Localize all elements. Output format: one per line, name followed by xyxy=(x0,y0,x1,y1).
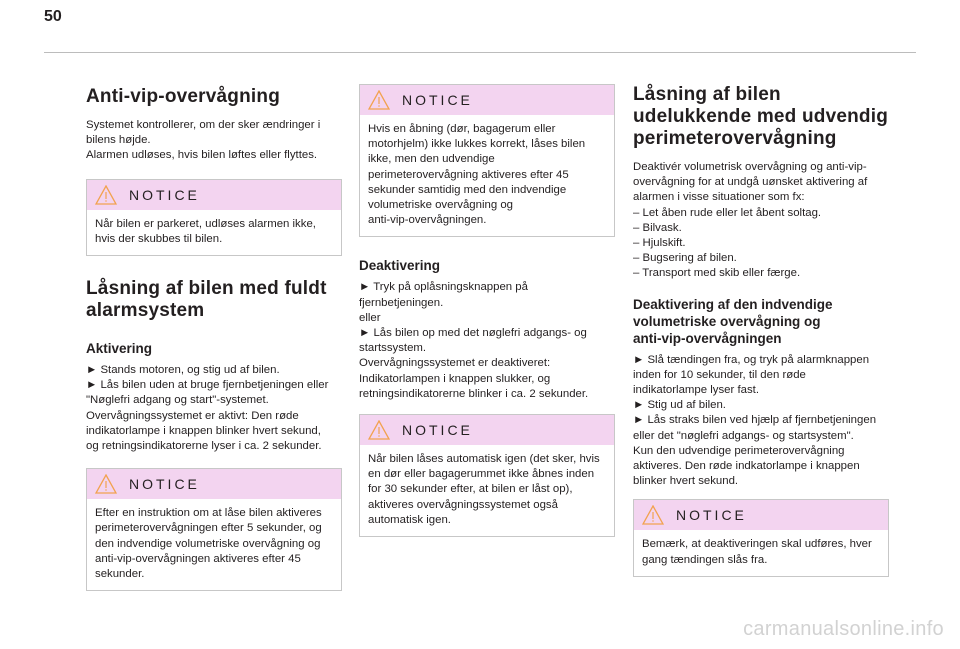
paragraph xyxy=(86,118,342,164)
text-line: blinker hvert sekund. xyxy=(633,475,739,488)
notice-title: NOTICE xyxy=(402,422,473,439)
subheading-activation: Aktivering xyxy=(86,341,153,357)
title-line: perimeterovervågning xyxy=(633,128,837,149)
paragraph xyxy=(633,353,889,490)
text-line: aktiveres overvågningssystemet også xyxy=(368,498,558,511)
text-line: Kun den udvendige perimeterovervågning xyxy=(633,444,845,457)
list-item: – Bugsering af bilen. xyxy=(633,252,737,265)
section-title-anti-vip: Anti-vip-overvågning xyxy=(86,86,281,107)
notice-box xyxy=(359,84,615,237)
paragraph xyxy=(359,280,615,402)
text-line: startssystem. xyxy=(359,342,427,355)
text-line: gang tændingen slås fra. xyxy=(642,553,768,566)
text-line: sekunder samtidig med den indvendige xyxy=(368,183,567,196)
title-line: Deaktivering af den indvendige xyxy=(633,296,833,312)
notice-header xyxy=(360,85,614,115)
text-line: overvågning for at undgå uønsket aktivering af xyxy=(633,176,868,189)
text-line: aktiveres. Den røde indkatorlampe i knappen xyxy=(633,460,860,473)
notice-box xyxy=(359,414,615,537)
text-line: volumetriske overvågning og xyxy=(368,199,513,212)
column-3 xyxy=(633,84,889,591)
text-line: Deaktivér volumetrisk overvågning og anti-vip- xyxy=(633,161,867,173)
text-line: indikatorlampe lyser fast. xyxy=(633,384,759,397)
text-line: og retningsindikatorerne lyser i ca. 2 sekunder. xyxy=(86,440,322,453)
text-line: fjernbetjeningen. xyxy=(359,296,444,309)
warning-icon xyxy=(368,420,390,440)
text-line: den indvendige volumetriske overvågning og xyxy=(95,537,321,550)
text-line: motorhjelm) ikke lukkes korrekt, låses bilen xyxy=(368,138,586,151)
paragraph xyxy=(633,160,889,282)
column-1 xyxy=(86,86,342,605)
title-line: Låsning af bilen med fuldt xyxy=(86,278,327,300)
text-line: ► Stig ud af bilen. xyxy=(633,399,726,412)
text-line: perimeterovervågningen efter 5 sekunder, og xyxy=(95,522,322,535)
column-2 xyxy=(359,74,615,551)
notice-text xyxy=(87,499,341,590)
text-line: ► Tryk på oplåsningsknappen på xyxy=(359,281,528,294)
warning-icon xyxy=(368,90,390,110)
notice-header xyxy=(634,500,888,530)
notice-text xyxy=(634,530,888,575)
notice-header xyxy=(360,415,614,445)
text-line: inden for 10 sekunder, til den røde xyxy=(633,368,806,381)
text-line: retningsindikatorerne blinker i ca. 2 sekunder. xyxy=(359,387,589,400)
title-line: udelukkende med udvendig xyxy=(633,106,889,127)
text-line: Alarmen udløses, hvis bilen løftes eller flyttes. xyxy=(86,149,318,162)
text-line: sekunder. xyxy=(95,568,145,581)
list-item: – Transport med skib eller færge. xyxy=(633,267,801,280)
watermark: carmanualsonline.info xyxy=(743,618,944,640)
header-rule xyxy=(44,52,916,53)
text-line: eller det "nøglefri adgangs- og startsystem". xyxy=(633,429,854,442)
title-line: alarmsystem xyxy=(86,300,205,322)
notice-header xyxy=(87,469,341,499)
warning-icon xyxy=(95,185,117,205)
title-line: Låsning af bilen xyxy=(633,84,781,105)
text-line: ► Lås bilen uden at bruge fjernbetjeningen eller xyxy=(86,379,329,392)
notice-text xyxy=(87,210,341,255)
notice-header xyxy=(87,180,341,210)
text-line: anti-vip-overvågningen. xyxy=(368,214,487,227)
notice-title: NOTICE xyxy=(129,476,200,493)
notice-box xyxy=(86,468,342,591)
text-line: Overvågningssystemet er deaktiveret: xyxy=(359,357,551,370)
text-line: alarmen i visse situationer som fx: xyxy=(633,191,805,204)
page-number: 50 xyxy=(44,8,62,25)
text-line: ► Lås bilen op med det nøglefri adgangs- og xyxy=(359,327,587,340)
text-line: ► Slå tændingen fra, og tryk på alarmknappen xyxy=(633,353,870,366)
notice-text xyxy=(360,115,614,236)
list-item: – Let åben rude eller let åbent soltag. xyxy=(633,206,822,219)
notice-title: NOTICE xyxy=(676,507,747,524)
title-line: volumetriske overvågning og xyxy=(633,313,821,329)
text-line: indikatorlampe i knappen blinker hvert sekund, xyxy=(86,424,321,437)
section-title-full-alarm xyxy=(86,278,342,322)
section-title-perimeter xyxy=(633,84,889,150)
text-line: bilens højde. xyxy=(86,134,151,147)
text-line: Når bilen er parkeret, udløses alarmen ikke, xyxy=(95,217,316,230)
text-line: eller xyxy=(359,311,381,324)
text-line: Systemet kontrollerer, om der sker ændringer i xyxy=(86,119,321,131)
notice-box xyxy=(86,179,342,256)
text-line: Bemærk, at deaktiveringen skal udføres, hver xyxy=(642,538,872,551)
text-line: ► Stands motoren, og stig ud af bilen. xyxy=(86,364,280,377)
text-line: Indikatorlampen i knappen slukker, og xyxy=(359,372,551,385)
paragraph xyxy=(86,363,342,454)
text-line: en dør eller bagagerummet ikke åbnes inden xyxy=(368,468,595,481)
text-line: Overvågningssystemet er aktivt: Den røde xyxy=(86,409,299,422)
warning-icon xyxy=(95,474,117,494)
text-line: ikke, men den udvendige xyxy=(368,153,495,166)
subheading-deactivate-interior xyxy=(633,296,889,347)
warning-icon xyxy=(642,505,664,525)
subheading-deactivation: Deaktivering xyxy=(359,258,441,274)
text-line: anti-vip-overvågningen aktiveres efter 45 xyxy=(95,552,301,565)
text-line: hvis der skubbes til bilen. xyxy=(95,232,223,245)
text-line: for 30 sekunder efter, at bilen er låst op), xyxy=(368,483,573,496)
text-line: Når bilen låses automatisk igen (det sker, hvis xyxy=(368,453,600,466)
notice-box xyxy=(633,499,889,576)
text-line: Efter en instruktion om at låse bilen aktiveres xyxy=(95,507,322,520)
text-line: ► Lås straks bilen ved hjælp af fjernbetjeningen xyxy=(633,414,877,427)
text-line: Hvis en åbning (dør, bagagerum eller xyxy=(368,123,556,135)
list-item: – Hjulskift. xyxy=(633,237,686,250)
list-item: – Bilvask. xyxy=(633,221,682,234)
notice-title: NOTICE xyxy=(129,186,200,203)
text-line: perimeterovervågning aktiveres efter 45 xyxy=(368,168,569,181)
notice-title: NOTICE xyxy=(402,92,473,108)
text-line: automatisk igen. xyxy=(368,513,451,526)
notice-text xyxy=(360,445,614,536)
title-line: anti-vip-overvågningen xyxy=(633,330,782,346)
text-line: "Nøglefri adgang og start"-systemet. xyxy=(86,394,269,407)
